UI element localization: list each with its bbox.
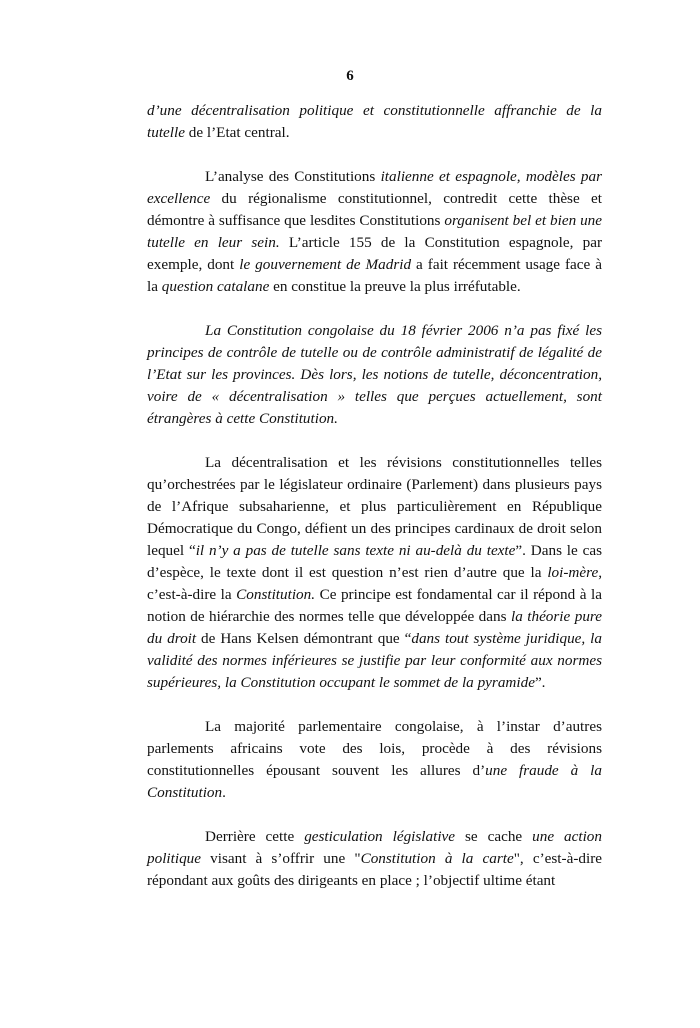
italic-span: gesticulation législative	[304, 828, 456, 845]
text-span: , c’est-à-dire la	[147, 564, 602, 603]
text-span: La décentralisation et les révisions constitutionnelles telles qu’orchestrées par le législateur ordinaire (Parlement) dans plusieurs pays de l’Afrique subsaharienne, et plus particulièrement en République Démocratique du Congo, défient un des principes cardinaux de droit selon lequel “	[147, 454, 602, 559]
italic-span: loi-mère	[547, 564, 599, 581]
italic-span: le gouvernement de Madrid	[239, 256, 412, 273]
text-span: se cache	[455, 828, 533, 845]
text-span: La majorité parlementaire congolaise, à l’instar d’autres parlements africains vote des lois, procède à des révisions constitutionnelles épousant souvent les allures d’	[147, 718, 602, 779]
text-span: du régionalisme constitutionnel, contredit cette thèse et démontre à suffisance que lesdites Constitutions	[147, 190, 602, 229]
paragraph-decentralisation-revisions	[147, 452, 602, 694]
text-span: .	[222, 784, 226, 801]
text-span: ”. Dans le cas d’espèce, le texte dont il est question n’est rien d’autre que la	[147, 542, 602, 581]
italic-span: d’une décentralisation politique et constitutionnelle affranchie de la tutelle	[147, 102, 602, 141]
text-span: de l’Etat central.	[184, 124, 290, 141]
paragraph-majorite-parlementaire	[147, 716, 602, 804]
italic-span: la théorie pure du droit	[147, 608, 603, 647]
page-number: 6	[346, 68, 354, 84]
text-span: L’analyse des Constitutions	[205, 168, 381, 185]
text-span: Ce principe est fondamental car il répond à la notion de hiérarchie des normes telle que développée dans	[147, 586, 602, 625]
italic-span: question catalane	[161, 278, 270, 295]
italic-span: une action politique	[147, 828, 602, 867]
italic-span: organisent bel et bien une tutelle en leur sein.	[147, 212, 602, 251]
text-span: ", c’est-à-dire répondant aux goûts des dirigeants en place ; l’objectif ultime étant	[147, 850, 602, 889]
italic-span: Constitution à la carte	[360, 850, 514, 867]
text-span: Derrière cette	[205, 828, 305, 845]
paragraph-continuation	[147, 100, 602, 144]
body-text	[147, 100, 602, 892]
text-span: visant à s’offrir une "	[201, 850, 361, 867]
italic-span: italienne et espagnole, modèles par excellence	[147, 168, 602, 207]
italic-span: La Constitution congolaise du 18 février 2006 n’a pas fixé les principes de contrôle de tutelle ou de contrôle administratif de légalité de l’Etat sur les provinces. Dès lors, les notions de tutelle, déconcentration, voire de « décentralisation » telles que perçues actuellement, sont étrangères à cette Constitution.	[147, 322, 602, 427]
paragraph-gesticulation-legislative	[147, 826, 602, 892]
italic-span: il n’y a pas de tutelle sans texte ni au-delà du texte	[195, 542, 516, 559]
text-span: L’article 155 de la Constitution espagnole, par exemple, dont	[147, 234, 603, 273]
italic-span: une fraude à la Constitution	[147, 762, 602, 801]
italic-span: Constitution.	[236, 586, 316, 603]
text-span: de Hans Kelsen démontrant que “	[196, 630, 412, 647]
paragraph-constitution-congolaise	[147, 320, 602, 430]
text-span: en constitue la preuve la plus irréfutable.	[269, 278, 521, 295]
text-span: a fait récemment usage face à la	[147, 256, 603, 295]
paragraph-constitutions-italienne-espagnole	[147, 166, 602, 298]
italic-span: dans tout système juridique, la validité des normes inférieures se justifie par leur conformité aux normes supérieures, la Constitution occupant le sommet de la pyramide	[147, 630, 602, 691]
text-span: ”.	[534, 674, 546, 691]
